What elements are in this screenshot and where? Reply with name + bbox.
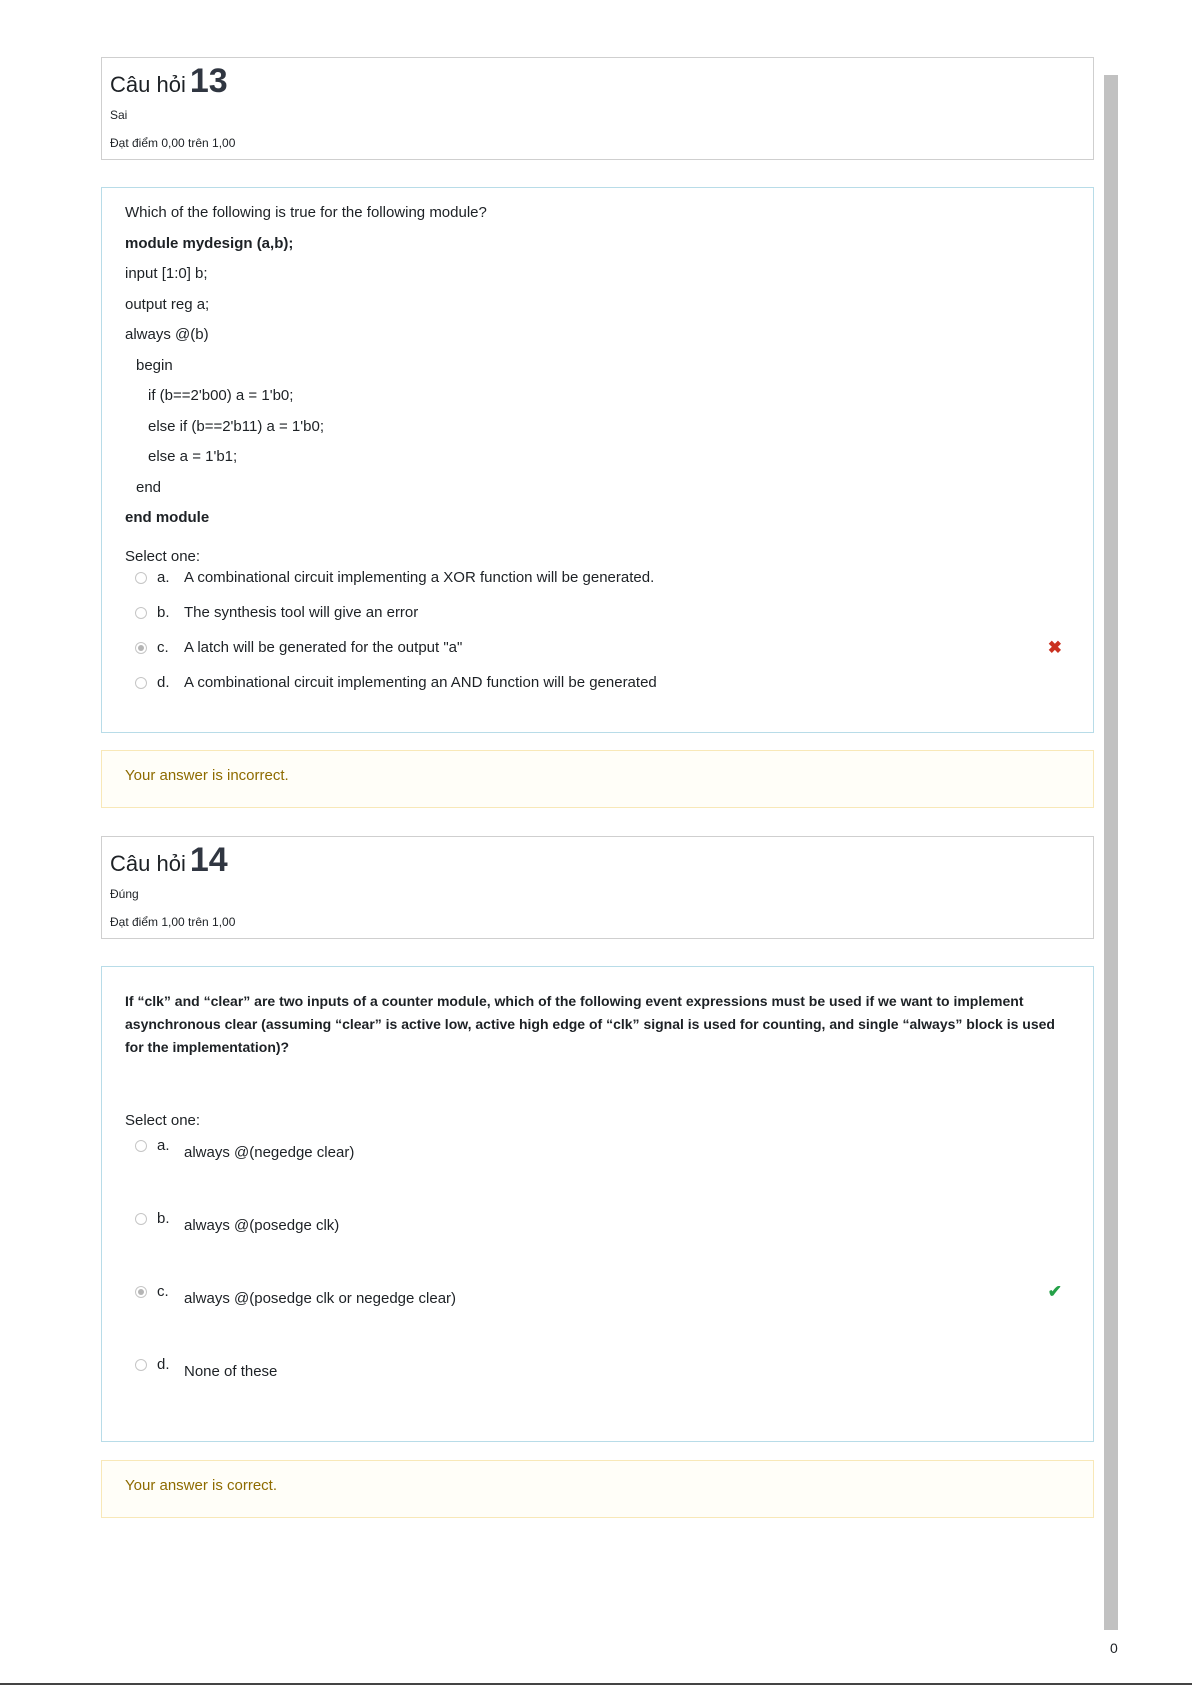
option-letter: d. [157,1356,170,1373]
code-line: always @(b) [125,326,209,343]
code-line: if (b==2'b00) a = 1'b0; [148,387,294,404]
radio-button[interactable] [135,1213,147,1225]
option-letter: a. [157,1137,170,1154]
question-14-title: Câu hỏi 14 [110,841,228,879]
option-text: The synthesis tool will give an error [184,603,419,621]
question-text [125,198,1070,534]
code-line: begin [136,356,173,374]
code-line: else if (b==2'b11) a = 1'b0; [148,417,324,435]
radio-button[interactable] [135,572,147,584]
option-text: always @(posedge clk or negedge clear) [184,1290,457,1307]
option-letter: b. [157,1210,170,1227]
answer-option-c[interactable] [125,1283,1070,1356]
radio-button[interactable] [135,677,147,689]
answer-option-d[interactable] [125,674,1070,709]
code-line: output reg a; [125,295,210,313]
select-one-prompt: Select one: [125,547,201,565]
question-state: Sai [110,108,128,122]
code-line: input [1:0] b; [125,265,208,282]
feedback-text: Your answer is correct. [125,1477,278,1494]
answer-option-b[interactable] [125,1210,1070,1283]
question-line: Which of the following is true for the following module? [125,204,487,221]
question-number: 14 [189,841,228,879]
code-line: else a = 1'b1; [148,448,238,465]
question-13-formulation [101,187,1094,733]
answer-options [125,569,1070,709]
question-13-title: Câu hỏi 13 [110,62,228,100]
question-text [125,990,1070,1059]
answer-option-b[interactable] [125,604,1070,639]
answer-option-a[interactable] [125,569,1070,604]
code-line: end module [125,509,210,526]
option-text: A combinational circuit implementing a XOR function will be generated. [184,568,655,586]
radio-button[interactable] [135,607,147,619]
radio-button[interactable] [135,1359,147,1371]
option-text: A combinational circuit implementing an AND function will be generated [184,673,657,691]
option-letter: b. [157,603,170,621]
option-text: None of these [184,1363,278,1380]
question-14-feedback [101,1460,1094,1518]
cross-icon: ✖ [1047,637,1062,657]
check-icon: ✔ [1047,1282,1062,1301]
radio-button-selected[interactable] [135,642,147,654]
question-number: 13 [189,62,228,100]
code-line: module mydesign (a,b); [125,234,294,252]
answer-option-c[interactable] [125,639,1070,674]
answer-option-d[interactable] [125,1356,1070,1429]
question-line: If “clk” and “clear” are two inputs of a counter module, which of the following event expressions must be used if we want to implement [125,993,1024,1009]
option-text: always @(negedge clear) [184,1144,355,1161]
scrollbar[interactable] [1104,75,1118,1630]
option-text: always @(posedge clk) [184,1217,340,1234]
question-14-formulation [101,966,1094,1442]
question-13-feedback [101,750,1094,808]
question-14-info [101,836,1094,939]
option-letter: d. [157,673,170,691]
radio-button[interactable] [135,1140,147,1152]
page-number: 0 [1110,1640,1118,1656]
question-line: for the implementation)? [125,1039,290,1055]
feedback-text: Your answer is incorrect. [125,767,289,784]
option-letter: c. [157,1283,169,1300]
radio-button-selected[interactable] [135,1286,147,1298]
option-letter: a. [157,568,170,586]
answer-options [125,1137,1070,1429]
question-grade: Đạt điểm 0,00 trên 1,00 [110,136,236,150]
answer-option-a[interactable] [125,1137,1070,1210]
select-one-prompt: Select one: [125,1112,201,1129]
option-letter: c. [157,638,169,656]
code-line: end [136,478,162,496]
question-13-info [101,57,1094,160]
question-line: asynchronous clear (assuming “clear” is active low, active high edge of “clk” signal is used for counting, and single “always” block is used [125,1016,1055,1032]
question-grade: Đạt điểm 1,00 trên 1,00 [110,915,236,929]
question-state: Đúng [110,887,139,901]
option-text: A latch will be generated for the output "a" [184,638,463,656]
